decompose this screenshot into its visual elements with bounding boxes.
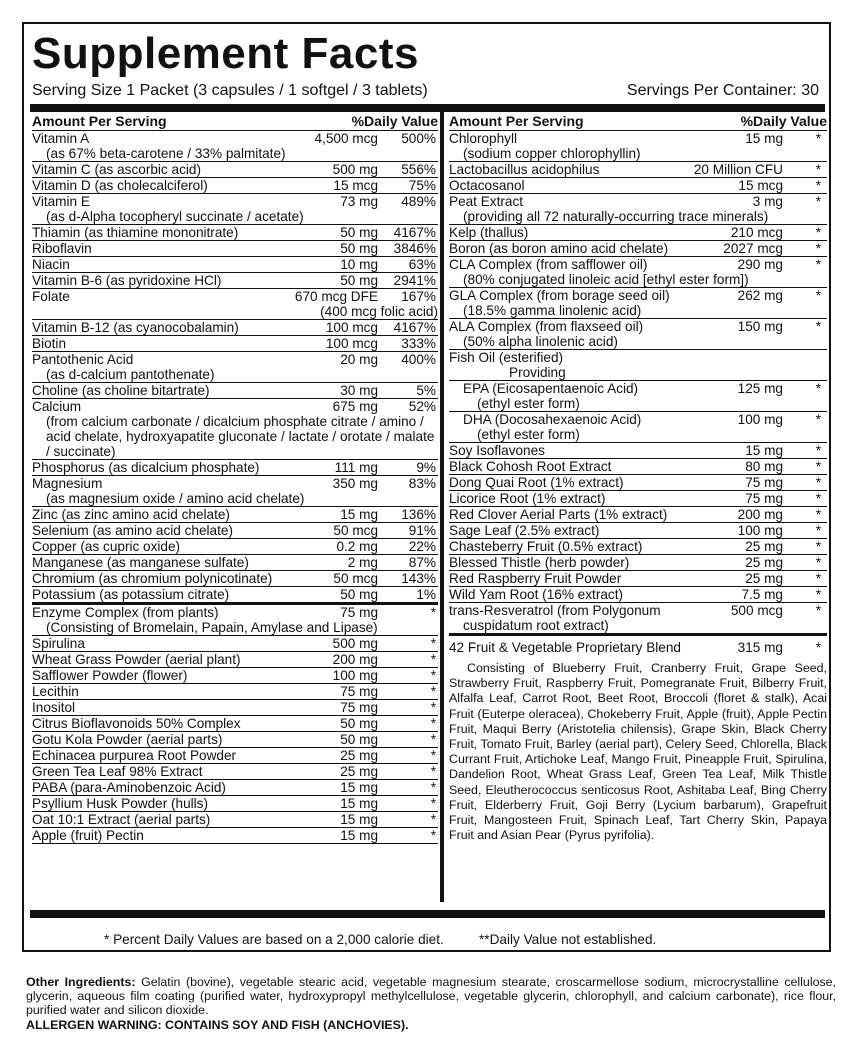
nutrient-daily-value: 75%	[408, 178, 436, 193]
nutrient-amount: 15 mg	[745, 443, 783, 458]
nutrient-row	[449, 178, 827, 194]
nutrient-amount: 3 mg	[752, 194, 783, 209]
nutrient-row	[32, 716, 438, 732]
nutrient-row	[449, 555, 827, 571]
nutrient-name: Folate	[32, 289, 70, 304]
nutrient-name: Echinacea purpurea Root Powder	[32, 748, 237, 763]
nutrient-detail: (as 67% beta-carotene / 33% palmitate)	[46, 146, 286, 161]
nutrient-name: Riboflavin	[32, 241, 92, 256]
nutrient-amount: 100 mg	[332, 668, 378, 683]
nutrient-amount: 15 mcg	[738, 178, 783, 193]
nutrient-name: Thiamin (as thiamine mononitrate)	[32, 225, 239, 240]
nutrient-detail: (ethyl ester form)	[477, 427, 580, 442]
nutrient-detail: (Consisting of Bromelain, Papain, Amylase and Lipase)	[46, 620, 378, 635]
nutrient-detail: cuspidatum root extract)	[463, 618, 609, 633]
top-thick-bar	[30, 104, 825, 112]
nutrient-name: Licorice Root (1% extract)	[449, 491, 606, 506]
nutrient-daily-value: *	[815, 443, 821, 458]
nutrient-amount: 50 mg	[340, 716, 378, 731]
nutrient-amount: 500 mg	[332, 162, 378, 177]
nutrient-name: Soy Isoflavones	[449, 443, 545, 458]
nutrient-name: Spirulina	[32, 636, 85, 651]
nutrient-row	[449, 571, 827, 587]
left-rows-2	[32, 603, 438, 844]
nutrient-daily-value: *	[815, 381, 821, 396]
nutrient-amount: 262 mg	[737, 288, 783, 303]
nutrient-row	[32, 289, 438, 320]
column-divider	[440, 112, 444, 902]
nutrient-name: Boron (as boron amino acid chelate)	[449, 241, 669, 256]
nutrient-daily-value: *	[430, 828, 436, 843]
nutrient-amount: 50 mg	[340, 587, 378, 602]
right-header	[449, 112, 827, 131]
nutrient-row	[32, 668, 438, 684]
left-rows	[32, 131, 438, 603]
nutrient-amount: 15 mg	[340, 507, 378, 522]
nutrient-amount: 15 mg	[340, 796, 378, 811]
bottom-thick-bar	[30, 910, 825, 918]
nutrient-detail: (18.5% gamma linolenic acid)	[463, 303, 642, 318]
nutrient-amount: 73 mg	[340, 194, 378, 209]
nutrient-row	[32, 684, 438, 700]
nutrient-name: Vitamin B-6 (as pyridoxine HCl)	[32, 273, 222, 288]
nutrient-daily-value: 2941%	[393, 273, 436, 288]
nutrient-row	[449, 523, 827, 539]
footnote-not-established: **Daily Value not established.	[479, 932, 657, 947]
nutrient-amount: 15 mcg	[333, 178, 378, 193]
nutrient-daily-value: 52%	[408, 399, 436, 414]
nutrient-daily-value: *	[815, 194, 821, 209]
nutrient-detail: (as magnesium oxide / amino acid chelate)	[46, 491, 305, 506]
nutrient-name: Chromium (as chromium polynicotinate)	[32, 571, 273, 586]
nutrient-daily-value: *	[815, 475, 821, 490]
nutrient-amount: 75 mg	[745, 491, 783, 506]
nutrient-amount: 30 mg	[340, 383, 378, 398]
nutrient-amount: 50 mg	[340, 225, 378, 240]
nutrient-name: GLA Complex (from borage seed oil)	[449, 288, 670, 303]
nutrient-row	[449, 491, 827, 507]
right-column	[449, 112, 827, 843]
nutrient-row	[32, 700, 438, 716]
allergen-warning: ALLERGEN WARNING: CONTAINS SOY AND FISH (ANCHOVIES).	[26, 1018, 409, 1032]
nutrient-name: Red Raspberry Fruit Powder	[449, 571, 622, 586]
blend-description: Consisting of Blueberry Fruit, Cranberry Fruit, Grape Seed, Strawberry Fruit, Raspberry Fruit, Pomegranate Fruit, Bilberry Fruit, Alfalfa Leaf, Carrot Root, Beet Root, Broccoli (floret & stalk), Acai Fruit (Euterpe oleracea), Chokeberry Fruit, Apple (fruit), Apple Pectin Fruit, Maqui Berry (Aristotelia chilensis), Grape Skin, Black Cherry Fruit, Tomato Fruit, Barley (aerial part), Celery Seed, Chlorella, Black Currant Fruit, Artichoke Leaf, Mango Fruit, Pineapple Fruit, Spirulina, Dandelion Root, Wheat Grass Leaf, Green Tea Leaf, Milk Thistle Seed, Eleutherococcus senticosus Root, Ashitaba Leaf, Bing Cherry Fruit, Elderberry Fruit, Goji Berry (Lycium barbarum), Grapefruit Fruit, Mangosteen Fruit, Spinach Leaf, Tart Cherry Skin, Papaya Fruit and Asian Pear (Pyrus pyrifolia).	[449, 661, 827, 843]
nutrient-name: Sage Leaf (2.5% extract)	[449, 523, 600, 538]
nutrient-amount: 75 mg	[340, 700, 378, 715]
nutrient-amount: 150 mg	[737, 319, 783, 334]
nutrient-daily-value: *	[815, 412, 821, 427]
nutrient-name: Black Cohosh Root Extract	[449, 459, 612, 474]
nutrient-row	[32, 571, 438, 587]
nutrient-row	[32, 320, 438, 336]
nutrient-daily-value: *	[430, 716, 436, 731]
footnote-dv: * Percent Daily Values are based on a 2,000 calorie diet.	[104, 932, 444, 947]
nutrient-row	[32, 336, 438, 352]
nutrient-amount: 125 mg	[737, 381, 783, 396]
nutrient-daily-value: 167%	[401, 289, 436, 304]
nutrient-detail: (as d-Alpha tocopheryl succinate / acetate)	[46, 209, 304, 224]
nutrient-name: Fish Oil (esterified)	[449, 350, 564, 365]
nutrient-daily-value: *	[815, 587, 821, 602]
nutrient-amount: 10 mg	[340, 257, 378, 272]
other-ingredients	[26, 976, 836, 1017]
left-header-dv: %Daily Value	[351, 113, 438, 129]
nutrient-amount: 20 mg	[340, 352, 378, 367]
nutrient-amount: 25 mg	[745, 555, 783, 570]
nutrient-row	[32, 273, 438, 289]
nutrient-amount: 7.5 mg	[741, 587, 783, 602]
nutrient-daily-value: *	[815, 225, 821, 240]
nutrient-name: Lecithin	[32, 684, 79, 699]
nutrient-name: Psyllium Husk Powder (hulls)	[32, 796, 209, 811]
nutrient-name: trans-Resveratrol (from Polygonum	[449, 603, 661, 618]
nutrient-amount: 0.2 mg	[336, 539, 378, 554]
nutrient-detail: Providing	[509, 365, 566, 380]
nutrient-daily-value: *	[430, 764, 436, 779]
nutrient-name: Vitamin C (as ascorbic acid)	[32, 162, 201, 177]
nutrient-row	[32, 587, 438, 603]
nutrient-detail: (ethyl ester form)	[477, 396, 580, 411]
nutrient-name: ALA Complex (from flaxseed oil)	[449, 319, 644, 334]
nutrient-daily-value: *	[815, 507, 821, 522]
nutrient-row	[32, 636, 438, 652]
nutrient-name: Citrus Bioflavonoids 50% Complex	[32, 716, 241, 731]
nutrient-amount: 50 mcg	[333, 571, 378, 586]
nutrient-daily-value: 83%	[408, 476, 436, 491]
nutrient-name: Selenium (as amino acid chelate)	[32, 523, 233, 538]
nutrient-detail: (from calcium carbonate / dicalcium phosphate citrate / amino / acid chelate, hydroxyapatite gluconate / lactate / orotate / malate / succinate)	[46, 414, 435, 459]
nutrient-daily-value: *	[815, 523, 821, 538]
nutrient-name: Gotu Kola Powder (aerial parts)	[32, 732, 223, 747]
nutrient-daily-value: *	[815, 459, 821, 474]
nutrient-amount: 100 mcg	[325, 336, 378, 351]
nutrient-row	[32, 225, 438, 241]
nutrient-row	[32, 539, 438, 555]
servings-per-container: Servings Per Container: 30	[626, 82, 819, 99]
nutrient-name: Vitamin D (as cholecalciferol)	[32, 178, 208, 193]
nutrient-daily-value: *	[815, 603, 821, 618]
nutrient-name: EPA (Eicosapentaenoic Acid)	[463, 381, 639, 396]
nutrient-row	[449, 475, 827, 491]
nutrient-row	[449, 257, 827, 288]
nutrient-daily-value: *	[815, 131, 821, 146]
nutrient-name: Kelp (thallus)	[449, 225, 529, 240]
nutrient-row	[449, 350, 827, 381]
nutrient-amount: 675 mg	[332, 399, 378, 414]
nutrient-amount: 290 mg	[737, 257, 783, 272]
nutrient-row	[32, 383, 438, 399]
nutrient-amount: 111 mg	[334, 460, 378, 475]
nutrient-row	[449, 459, 827, 475]
nutrient-name: Wheat Grass Powder (aerial plant)	[32, 652, 241, 667]
nutrient-row	[32, 162, 438, 178]
nutrient-name: CLA Complex (from safflower oil)	[449, 257, 648, 272]
nutrient-row	[32, 131, 438, 162]
nutrient-detail: (sodium copper chlorophyllin)	[463, 146, 641, 161]
nutrient-row	[32, 555, 438, 571]
nutrient-row	[449, 319, 827, 350]
nutrient-row	[32, 796, 438, 812]
nutrient-daily-value: 500%	[401, 131, 436, 146]
nutrient-name: Vitamin A	[32, 131, 90, 146]
nutrient-daily-value: 87%	[408, 555, 436, 570]
nutrient-row	[32, 523, 438, 539]
nutrient-name: Choline (as choline bitartrate)	[32, 383, 210, 398]
nutrient-detail: (80% conjugated linoleic acid [ethyl ester form])	[463, 272, 749, 287]
nutrient-name: PABA (para-Aminobenzoic Acid)	[32, 780, 226, 795]
nutrient-name: Octacosanol	[449, 178, 525, 193]
nutrient-daily-value: 1%	[416, 587, 436, 602]
nutrient-amount: 200 mg	[332, 652, 378, 667]
nutrient-amount: 2027 mcg	[723, 241, 783, 256]
nutrient-daily-value: *	[815, 178, 821, 193]
nutrient-daily-value: *	[815, 162, 821, 177]
nutrient-row	[32, 605, 438, 636]
nutrient-row	[449, 603, 827, 634]
nutrient-amount: 50 mcg	[333, 523, 378, 538]
nutrient-daily-value: *	[815, 257, 821, 272]
nutrient-name: Chlorophyll	[449, 131, 518, 146]
nutrient-name: Biotin	[32, 336, 67, 351]
nutrient-amount: 75 mg	[340, 605, 378, 620]
nutrient-name: Inositol	[32, 700, 76, 715]
nutrient-daily-value: 63%	[408, 257, 436, 272]
nutrient-amount: 75 mg	[745, 475, 783, 490]
nutrient-row	[449, 194, 827, 225]
nutrient-amount: 25 mg	[340, 764, 378, 779]
nutrient-amount: 100 mcg	[325, 320, 378, 335]
nutrient-daily-value: 136%	[401, 507, 436, 522]
nutrient-amount: 4,500 mcg	[314, 131, 378, 146]
nutrient-amount: 50 mg	[340, 273, 378, 288]
nutrient-amount: 2 mg	[347, 555, 378, 570]
nutrient-row	[32, 652, 438, 668]
nutrient-amount: 50 mg	[340, 732, 378, 747]
nutrient-daily-value: *	[430, 700, 436, 715]
nutrient-row	[32, 732, 438, 748]
nutrient-row	[32, 241, 438, 257]
left-header-amount: Amount Per Serving	[32, 113, 167, 129]
nutrient-amount: 25 mg	[340, 748, 378, 763]
nutrient-daily-value: 22%	[408, 539, 436, 554]
nutrient-amount: 15 mg	[340, 780, 378, 795]
nutrient-name: Chasteberry Fruit (0.5% extract)	[449, 539, 643, 554]
nutrient-amount: 75 mg	[340, 684, 378, 699]
nutrient-daily-value: *	[430, 812, 436, 827]
nutrient-amount: 350 mg	[332, 476, 378, 491]
nutrient-row	[32, 476, 438, 507]
nutrient-row	[449, 587, 827, 603]
nutrient-row	[449, 412, 827, 443]
nutrient-daily-value: *	[815, 241, 821, 256]
nutrient-daily-value: *	[430, 796, 436, 811]
nutrient-name: Peat Extract	[449, 194, 524, 209]
nutrient-daily-value: 4167%	[393, 225, 436, 240]
nutrient-amount: 80 mg	[745, 459, 783, 474]
nutrient-name: Dong Quai Root (1% extract)	[449, 475, 624, 490]
nutrient-detail: (providing all 72 naturally-occurring trace minerals)	[463, 209, 769, 224]
nutrient-name: Enzyme Complex (from plants)	[32, 605, 219, 620]
nutrient-row	[449, 162, 827, 178]
blend-dv: *	[815, 640, 821, 655]
nutrient-name: Vitamin E	[32, 194, 90, 209]
nutrient-daily-value: *	[815, 555, 821, 570]
nutrient-daily-value: 143%	[401, 571, 436, 586]
nutrient-row	[449, 539, 827, 555]
blend-name: 42 Fruit & Vegetable Proprietary Blend	[449, 640, 681, 655]
nutrient-name: Zinc (as zinc amino acid chelate)	[32, 507, 230, 522]
nutrient-row	[32, 257, 438, 273]
nutrient-name: Potassium (as potassium citrate)	[32, 587, 230, 602]
nutrient-daily-value: *	[430, 605, 436, 620]
nutrient-daily-value: 3846%	[393, 241, 436, 256]
nutrient-row	[32, 178, 438, 194]
nutrient-amount: 210 mcg	[730, 225, 783, 240]
nutrient-daily-value: *	[815, 288, 821, 303]
other-ingredients-text: Gelatin (bovine), vegetable stearic acid, vegetable magnesium stearate, croscarmellose sodium, microcrystalline cellulose, glycerin, aqueous film coating (purified water, hydroxypropyl methylcellulose, vegetable glycerin, chlorophyll, and calcium carbonate), rice flour, purified water and silicon dioxide.	[26, 975, 836, 1017]
nutrient-row	[449, 507, 827, 523]
right-header-amount: Amount Per Serving	[449, 113, 584, 129]
nutrient-row	[32, 507, 438, 523]
nutrient-row	[32, 460, 438, 476]
nutrient-name: Apple (fruit) Pectin	[32, 828, 144, 843]
nutrient-name: Lactobacillus acidophilus	[449, 162, 600, 177]
nutrient-row	[32, 748, 438, 764]
panel-title: Supplement Facts	[32, 29, 419, 78]
nutrient-daily-value: 91%	[408, 523, 436, 538]
supplement-facts-panel	[22, 22, 831, 952]
nutrient-row	[32, 352, 438, 383]
nutrient-row	[449, 225, 827, 241]
nutrient-daily-value: 400%	[401, 352, 436, 367]
other-ingredients-label: Other Ingredients:	[26, 975, 136, 989]
left-column	[32, 112, 438, 844]
nutrient-row	[32, 194, 438, 225]
nutrient-name: Blessed Thistle (herb powder)	[449, 555, 630, 570]
nutrient-row	[32, 764, 438, 780]
nutrient-amount: 100 mg	[737, 523, 783, 538]
nutrient-name: Copper (as cupric oxide)	[32, 539, 181, 554]
nutrient-row	[449, 131, 827, 162]
nutrient-amount: 15 mg	[340, 828, 378, 843]
nutrient-amount: 500 mg	[332, 636, 378, 651]
nutrient-name: Pantothenic Acid	[32, 352, 134, 367]
nutrient-daily-value: *	[430, 652, 436, 667]
nutrient-daily-value: *	[430, 684, 436, 699]
nutrient-name: Phosphorus (as dicalcium phosphate)	[32, 460, 260, 475]
nutrient-amount: 20 Million CFU	[693, 162, 783, 177]
nutrient-detail: (as d-calcium pantothenate)	[46, 367, 215, 382]
right-rows	[449, 131, 827, 634]
nutrient-name: Vitamin B-12 (as cyanocobalamin)	[32, 320, 239, 335]
nutrient-row	[32, 828, 438, 844]
nutrient-amount: 15 mg	[340, 812, 378, 827]
serving-size: Serving Size 1 Packet (3 capsules / 1 softgel / 3 tablets)	[32, 82, 428, 99]
nutrient-row	[449, 381, 827, 412]
blend-row	[449, 634, 827, 655]
nutrient-amount: 25 mg	[745, 539, 783, 554]
nutrient-name: Manganese (as manganese sulfate)	[32, 555, 249, 570]
nutrient-amount: 15 mg	[745, 131, 783, 146]
nutrient-daily-value: 5%	[416, 383, 436, 398]
nutrient-name: Red Clover Aerial Parts (1% extract)	[449, 507, 668, 522]
nutrient-amount: 50 mg	[340, 241, 378, 256]
nutrient-daily-value: *	[430, 780, 436, 795]
nutrient-name: Calcium	[32, 399, 82, 414]
nutrient-row	[32, 399, 438, 460]
nutrient-name: Green Tea Leaf 98% Extract	[32, 764, 203, 779]
nutrient-detail: (400 mcg folic acid)	[320, 304, 438, 319]
nutrient-daily-value: *	[815, 319, 821, 334]
nutrient-daily-value: *	[430, 668, 436, 683]
nutrient-row	[32, 812, 438, 828]
nutrient-name: Wild Yam Root (16% extract)	[449, 587, 624, 602]
nutrient-amount: 25 mg	[745, 571, 783, 586]
nutrient-daily-value: *	[430, 748, 436, 763]
nutrient-detail: (50% alpha linolenic acid)	[463, 334, 618, 349]
nutrient-daily-value: *	[430, 636, 436, 651]
nutrient-daily-value: 4167%	[393, 320, 436, 335]
nutrient-daily-value: *	[815, 571, 821, 586]
nutrient-daily-value: 9%	[416, 460, 436, 475]
nutrient-daily-value: *	[815, 491, 821, 506]
nutrient-daily-value: 556%	[401, 162, 436, 177]
nutrient-row	[449, 443, 827, 459]
nutrient-amount: 500 mcg	[730, 603, 783, 618]
blend-amount: 315 mg	[737, 640, 783, 655]
nutrient-daily-value: 333%	[401, 336, 436, 351]
nutrient-amount: 200 mg	[737, 507, 783, 522]
nutrient-amount: 100 mg	[737, 412, 783, 427]
nutrient-row	[32, 780, 438, 796]
right-header-dv: %Daily Value	[740, 113, 827, 129]
left-header	[32, 112, 438, 131]
nutrient-amount: 670 mcg DFE	[294, 289, 378, 304]
nutrient-row	[449, 288, 827, 319]
nutrient-daily-value: *	[430, 732, 436, 747]
nutrient-row	[449, 241, 827, 257]
nutrient-daily-value: *	[815, 539, 821, 554]
nutrient-name: Oat 10:1 Extract (aerial parts)	[32, 812, 211, 827]
nutrient-name: Safflower Powder (flower)	[32, 668, 188, 683]
nutrient-name: DHA (Docosahexaenoic Acid)	[463, 412, 642, 427]
nutrient-daily-value: 489%	[401, 194, 436, 209]
nutrient-name: Magnesium	[32, 476, 103, 491]
nutrient-name: Niacin	[32, 257, 70, 272]
